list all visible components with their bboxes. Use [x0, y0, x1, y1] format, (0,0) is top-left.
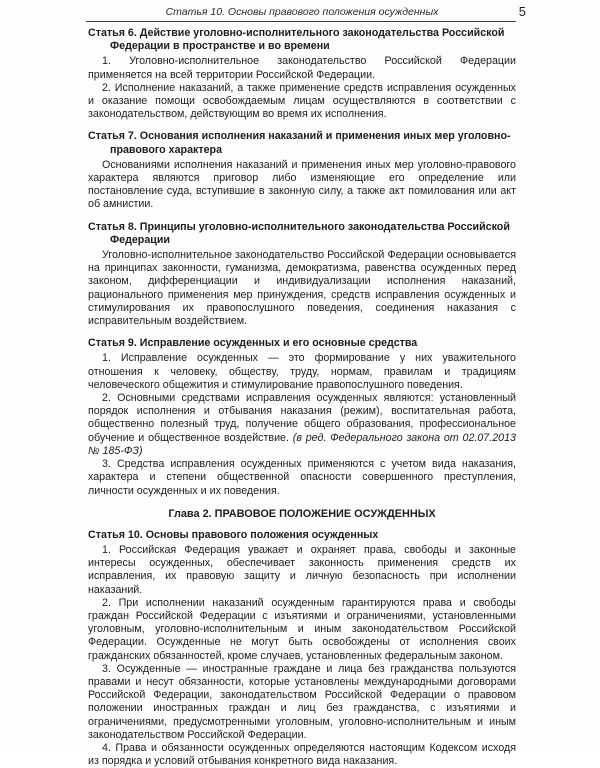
- chapter-title: Глава 2. ПРАВОВОЕ ПОЛОЖЕНИЕ ОСУЖДЕННЫХ: [168, 507, 436, 520]
- article-title: Статья 9. Исправление осужденных и его основные средства: [88, 337, 418, 350]
- article-9: [88, 337, 516, 497]
- article-paragraph: 1. Исправление осужденных — это формирование у них уважительного отношения к человеку, обществу, труду, нормам, правилам и традициям человеческого общежития и стимулирование правопослушного поведения.: [88, 352, 516, 391]
- article-paragraph: 3. Осужденные — иностранные граждане и лица без гражданства пользуются правами и несут обязанности, которые установлены международными договорами Российской Федерации, законодательством Российской Федерации о правовом положении иностранных граждан и лиц без гражданства, с изъятиями и ограничениями, предусмотренными уголовным, уголовно-исполнительным и иным законодательством Российской Федерации.: [88, 662, 516, 741]
- article-paragraph: Основаниями исполнения наказаний и применения иных мер уголовно-правового характера являются приговор либо изменяющие его определение или постановление суда, вступившие в законную силу, а также акт помилования или акт об амнистии.: [88, 158, 516, 211]
- paragraph-text: 2. Основными средствами исправления осужденных являются: установленный порядок исполнения и отбывания наказания (режим), воспитательная работа, общественно полезный труд, получение общего образования, профессиональное обучение и общественное воздействие.: [88, 392, 516, 444]
- amendment-note: (в ред. Федерального закона от 02.07.2013 № 185-ФЗ): [88, 431, 516, 457]
- article-title: Статья 6. Действие уголовно-исполнительного законодательства Российской Федерации в пространстве и во времени: [88, 27, 505, 53]
- document-body: [88, 27, 516, 768]
- running-header: Статья 10. Основы правового положения осужденных: [165, 6, 439, 18]
- article-7: [88, 130, 516, 211]
- article-title: Статья 10. Основы правового положения осужденных: [88, 528, 379, 541]
- article-10: [88, 529, 516, 768]
- article-paragraph: [88, 392, 516, 458]
- article-title: Статья 7. Основания исполнения наказаний и применения иных мер уголовно-правового характера: [88, 130, 511, 156]
- article-paragraph: 1. Уголовно-исполнительное законодательство Российской Федерации применяется на всей территории Российской Федерации.: [88, 55, 516, 81]
- article-6: [88, 27, 516, 121]
- header-divider: [86, 21, 516, 22]
- article-paragraph: 2. Исполнение наказаний, а также применение средств исправления осужденных и оказание помощи освобождаемым лицам осуществляются в соответствии с законодательством, действующим во время их исполнения.: [88, 81, 516, 121]
- article-paragraph: 3. Средства исправления осужденных применяются с учетом вида наказания, характера и степени общественной опасности совершенного преступления, личности осужденных и их поведения.: [88, 458, 516, 497]
- article-title: Статья 8. Принципы уголовно-исполнительного законодательства Российской Федерации: [88, 220, 510, 246]
- article-paragraph: 1. Российская Федерация уважает и охраняет права, свободы и законные интересы осужденных, обеспечивает законность применения средств их исправления, их правовую защиту и личную безопасность при исполнении наказаний.: [88, 543, 516, 596]
- article-8: [88, 221, 516, 329]
- article-paragraph: 2. При исполнении наказаний осужденным гарантируются права и свободы граждан Российской Федерации с изъятиями и ограничениями, установленными уголовным, уголовно-исполнительным и иным законодательством Российской Федерации. Осужденные не могут быть освобождены от исполнения своих гражданских обязанностей, кроме случаев, установленных федеральным законом.: [88, 596, 516, 662]
- article-paragraph: Уголовно-исполнительное законодательство Российской Федерации основывается на принципах законности, гуманизма, демократизма, равенства осужденных перед законом, дифференциации и индивидуализации исполнения наказаний, рационального применения мер принуждения, средств исправления осужденных и стимулирования их правопослушного поведения, соединения наказания с исправительным воздействием.: [88, 249, 516, 328]
- article-paragraph: 4. Права и обязанности осужденных определяются настоящим Кодексом исходя из порядка и условий отбывания конкретного вида наказания.: [88, 741, 516, 768]
- page-number: 5: [518, 4, 526, 19]
